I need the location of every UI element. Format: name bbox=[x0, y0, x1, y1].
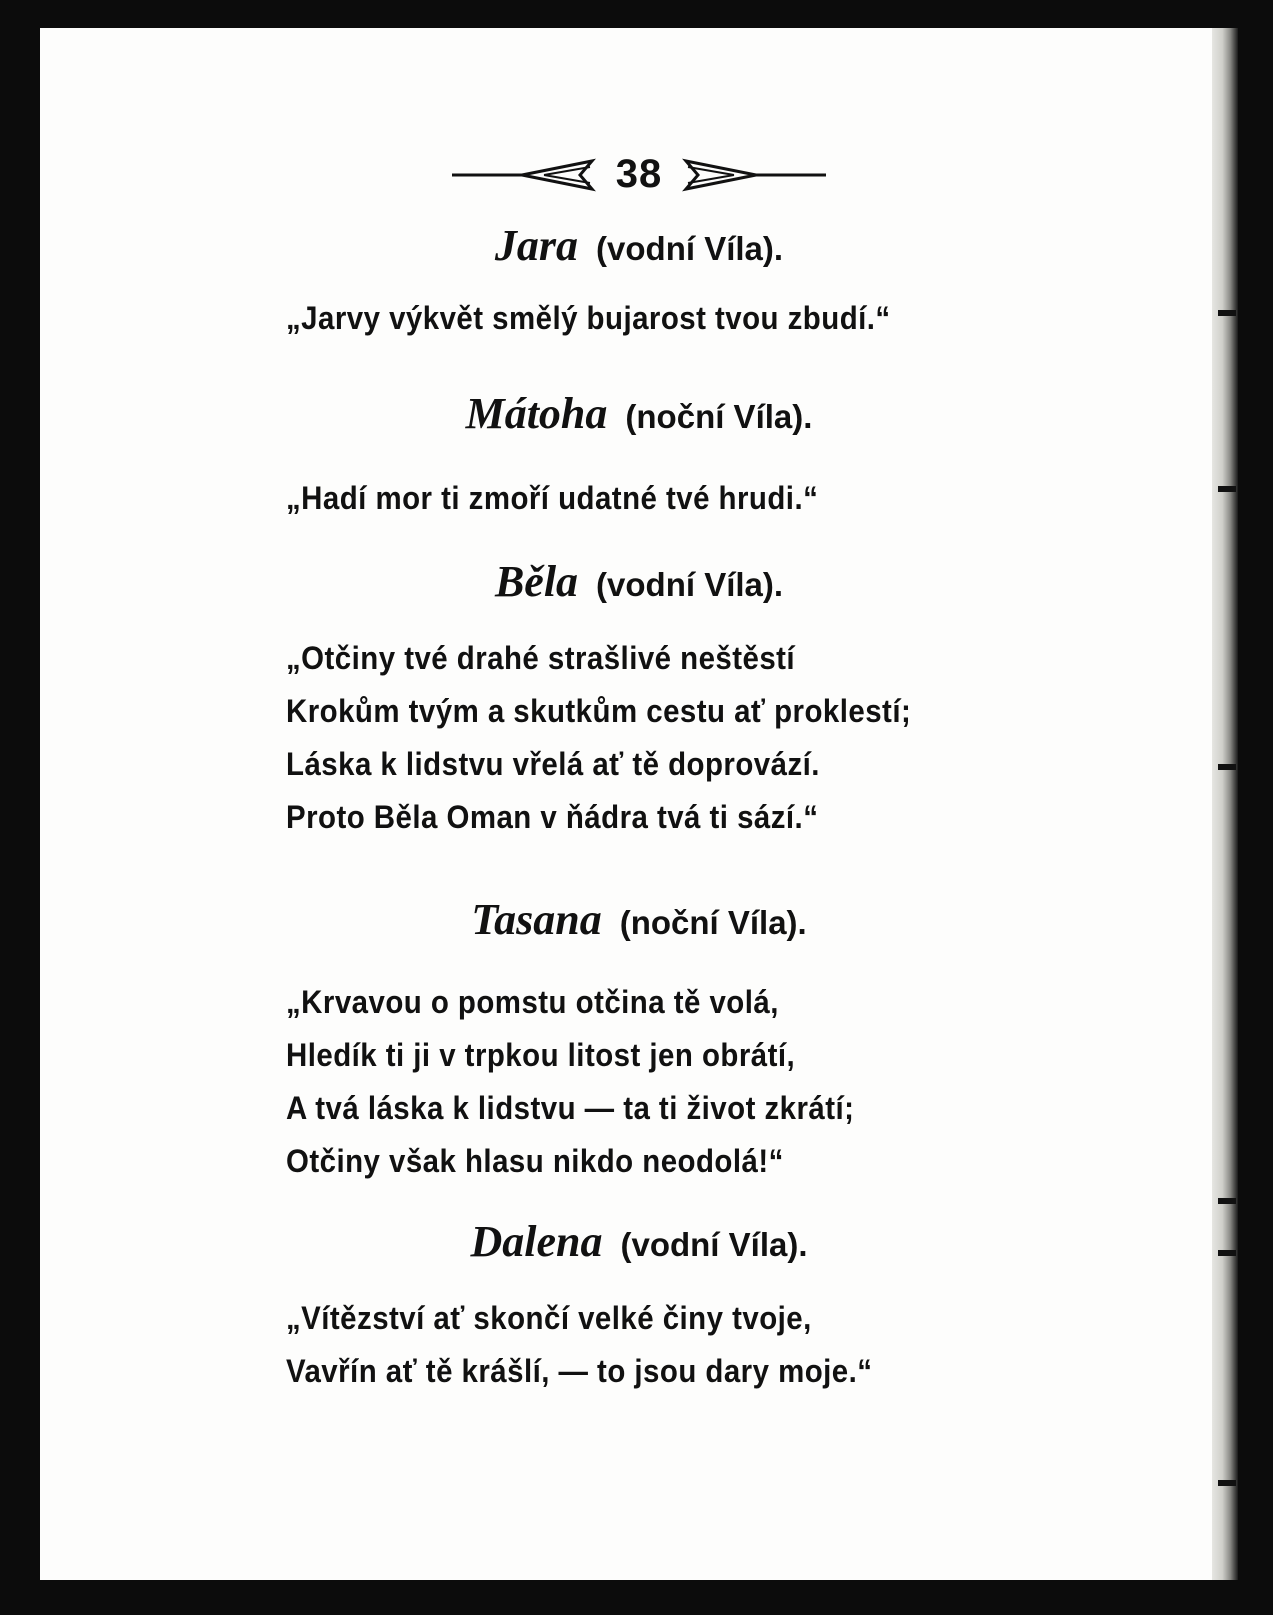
section-heading-tasana bbox=[40, 894, 1238, 945]
verse-line: „Jarvy výkvět smělý bujarost tvou zbudí.“ bbox=[286, 300, 891, 336]
ornament-left-icon bbox=[452, 155, 602, 195]
verse-line: Proto Běla Oman v ňádra tvá ti sází.“ bbox=[286, 799, 819, 835]
section-heading-bela bbox=[40, 556, 1238, 607]
book-page bbox=[40, 28, 1238, 1580]
verse-dalena bbox=[286, 1292, 923, 1398]
character-name: Jara bbox=[494, 221, 579, 270]
section-heading-matoha bbox=[40, 388, 1238, 439]
verse-matoha bbox=[286, 472, 865, 525]
character-role: (noční Víla). bbox=[619, 904, 807, 941]
page-content bbox=[40, 28, 1238, 1580]
character-name: Běla bbox=[494, 557, 579, 606]
verse-line: Otčiny však hlasu nikdo neodolá!“ bbox=[286, 1143, 784, 1179]
page-number: 38 bbox=[615, 152, 663, 196]
verse-line: Láska k lidstvu vřelá ať tě doprovází. bbox=[286, 746, 820, 782]
verse-line: „Hadí mor ti zmoří udatné tvé hrudi.“ bbox=[286, 480, 819, 516]
verse-line: A tvá láska k lidstvu — ta ti život zkrátí; bbox=[286, 1090, 855, 1126]
verse-tasana bbox=[286, 976, 904, 1188]
character-role: (vodní Víla). bbox=[620, 1226, 808, 1263]
character-name: Dalena bbox=[470, 1217, 603, 1266]
verse-bela bbox=[286, 632, 966, 844]
verse-line: „Krvavou o pomstu otčina tě volá, bbox=[286, 984, 779, 1020]
section-heading-dalena bbox=[40, 1216, 1238, 1267]
character-name: Tasana bbox=[471, 895, 602, 944]
verse-line: Hledík ti ji v trpkou litost jen obrátí, bbox=[286, 1037, 796, 1073]
character-role: (noční Víla). bbox=[625, 398, 813, 435]
character-role: (vodní Víla). bbox=[596, 566, 784, 603]
verse-line: „Vítězství ať skončí velké činy tvoje, bbox=[286, 1300, 812, 1336]
character-role: (vodní Víla). bbox=[596, 230, 784, 267]
page-header bbox=[40, 152, 1238, 197]
verse-jara bbox=[286, 292, 943, 345]
verse-line: Krokům tvým a skutkům cestu ať proklestí; bbox=[286, 693, 912, 729]
verse-line: Vavřín ať tě krášlí, — to jsou dary moje.“ bbox=[286, 1353, 873, 1389]
character-name: Mátoha bbox=[465, 389, 608, 438]
verse-line: „Otčiny tvé drahé strašlivé neštěstí bbox=[286, 640, 796, 676]
ornament-right-icon bbox=[676, 155, 826, 195]
section-heading-jara bbox=[40, 220, 1238, 271]
